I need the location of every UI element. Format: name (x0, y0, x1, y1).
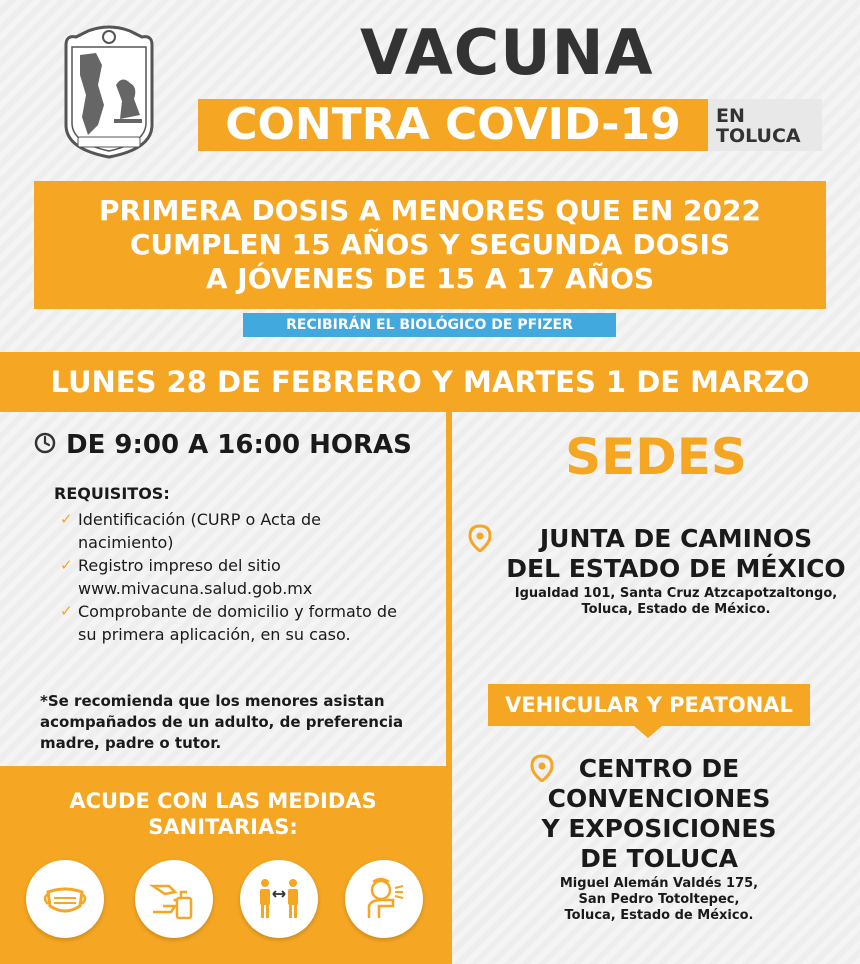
recommendation-note: *Se recomienda que los menores asistan acompañados de un adulto, de preferencia madre, padre o tutor. (40, 692, 404, 752)
headline-line: PRIMERA DOSIS A MENORES QUE EN 2022 (99, 194, 761, 227)
check-icon: ✓ (60, 556, 73, 574)
location-name: TOLUCA (716, 125, 801, 147)
headline-line: CUMPLEN 15 AÑOS Y SEGUNDA DOSIS (129, 228, 731, 261)
site-name: CENTRO DE CONVENCIONES Y EXPOSICIONES DE TOLUCA (541, 754, 777, 873)
sneeze-elbow-icon (345, 860, 423, 938)
badge-pointer (634, 726, 662, 738)
check-icon: ✓ (60, 510, 73, 528)
dates-banner: LUNES 28 DE FEBRERO Y MARTES 1 DE MARZO (0, 352, 860, 412)
requirement-item: ✓ Registro impreso del sitio www.mivacuna.salud.gob.mx (60, 556, 313, 598)
requirement-item: ✓ Identificación (CURP o Acta de nacimiento) (60, 510, 321, 552)
vaccine-badge: RECIBIRÁN EL BIOLÓGICO DE PFIZER (243, 313, 616, 337)
site-name: JUNTA DE CAMINOS DEL ESTADO DE MÉXICO (506, 524, 846, 583)
social-distance-icon (240, 860, 318, 938)
headline-line: A JÓVENES DE 15 A 17 AÑOS (205, 262, 655, 295)
column-divider (446, 412, 452, 964)
location-box (708, 99, 822, 151)
toluca-coat-of-arms-icon (58, 25, 160, 159)
hours-text: DE 9:00 A 16:00 HORAS (66, 430, 412, 460)
requirements-title: REQUISITOS: (54, 484, 170, 503)
subtitle-banner: CONTRA COVID-19 (198, 99, 708, 151)
page-title: VACUNA (360, 16, 654, 89)
sedes-title: SEDES (565, 428, 747, 486)
site-address: Igualdad 101, Santa Cruz Atzcapotzaltongo, Toluca, Estado de México. (514, 586, 838, 617)
headline-box (34, 181, 826, 309)
clock-icon (34, 432, 56, 454)
face-mask-icon (26, 860, 104, 938)
check-icon: ✓ (60, 602, 73, 620)
requirement-item: ✓ Comprobante de domicilio y formato de su primera aplicación, en su caso. (60, 602, 397, 644)
hand-sanitizer-icon (135, 860, 213, 938)
measures-title: ACUDE CON LAS MEDIDAS SANITARIAS: (69, 789, 377, 839)
location-prefix: EN (716, 105, 745, 127)
site-address: Miguel Alemán Valdés 175, San Pedro Totoltepec, Toluca, Estado de México. (559, 876, 759, 923)
access-mode-badge: VEHICULAR Y PEATONAL (488, 684, 810, 726)
